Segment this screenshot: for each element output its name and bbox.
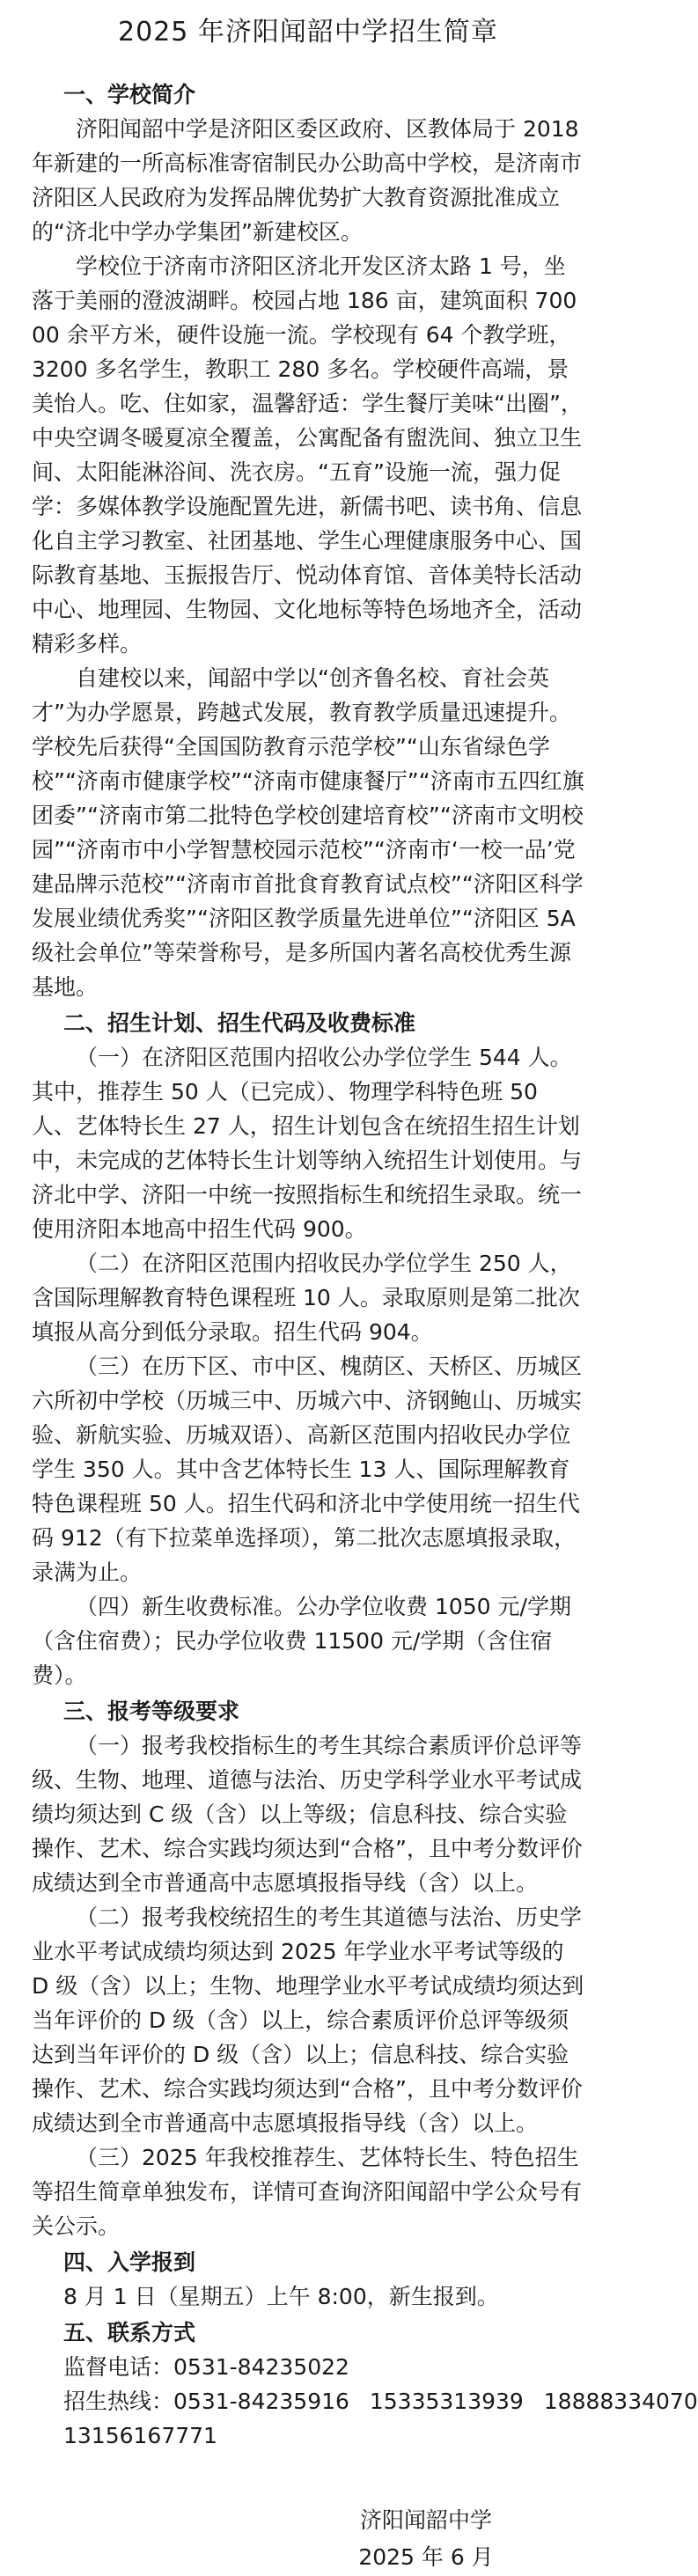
paragraph: （三）2025 年我校推荐生、艺体特长生、特色招生等招生简章单独发布，详情可查询济阳闻韶中学公众号有关公示。 (32, 2145, 583, 2239)
section-school-intro (32, 77, 584, 1004)
paragraph: （四）新生收费标准。公办学位收费 1050 元/学期（含住宿费）；民办学位收费 11500 元/学期（含住宿费）。 (32, 1594, 571, 1688)
signature-date: 2025 年 6 月 (358, 2544, 494, 2570)
paragraph: （一）报考我校指标生的考生其综合素质评价总评等级、生物、地理、道德与法治、历史学科学业水平考试成绩均须达到 C 级（含）以上等级；信息科技、综合实验操作、艺术、综合实践均须达到“合格”，且中考分数评价成绩达到全市普通高中志愿填报指导线（含）以上。 (32, 1733, 583, 1896)
hotline-phone: 0531-84235916 (173, 2389, 349, 2414)
section-heading: 三、报考等级要求 (63, 1699, 240, 1724)
paragraph: 济阳闻韶中学是济阳区委区政府、区教体局于 2018 年新建的一所高标准寄宿制民办公助高中学校，是济南市济阳区人民政府为发挥品牌优势扩大教育资源批准成立的“济北中学办学集团”新建校区。 (32, 116, 583, 245)
hotline-label: 招生热线： (63, 2389, 174, 2414)
hotline-phone: 18888334070 (543, 2389, 698, 2414)
section-enrollment-plan (32, 1006, 584, 1692)
section-contact (32, 2315, 698, 2453)
hotline-phone: 15335313939 (369, 2389, 524, 2414)
paragraph: （三）在历下区、市中区、槐荫区、天桥区、历城区六所初中学校（历城三中、历城六中、济钢鲍山、历城实验、新航实验、历城双语）、高新区范围内招收民办学位学生 350 人。其中含艺体特长生 13 人、国际理解教育特色课程班 50 人。招生代码和济北中学使用统一招生代码 912（有下拉菜单选择项），第二批次志愿填报录取，录满为止。 (32, 1354, 583, 1585)
section-heading: 五、联系方式 (63, 2320, 196, 2345)
paragraph: （一）在济阳区范围内招收公办学位学生 544 人。其中，推荐生 50 人（已完成）、物理学科特色班 50 人、艺体特长生 27 人，招生计划包含在统招生招生计划中，未完成的艺体特长生计划等纳入统招生计划使用。与济北中学、济阳一中统一按照指标生和统招生录取。统一使用济阳本地高中招生代码 900。 (32, 1045, 583, 1242)
registration-text: 8 月 1 日（星期五）上午 8:00，新生报到。 (63, 2284, 499, 2309)
hotline-phone: 13156167771 (63, 2423, 217, 2448)
paragraph: （二）在济阳区范围内招收民办学位学生 250 人，含国际理解教育特色课程班 10 人。录取原则是第二批次填报从高分到低分录取。招生代码 904。 (32, 1251, 580, 1345)
document-title: 2025 年济阳闻韶中学招生简章 (118, 17, 498, 48)
supervision-label: 监督电话： (63, 2354, 174, 2380)
hotline-line-continued (63, 2418, 584, 2453)
signature-org: 济阳闻韶中学 (359, 2507, 492, 2533)
supervision-phone-line (63, 2350, 584, 2384)
section-heading: 一、学校简介 (63, 82, 196, 107)
section-registration (32, 2245, 584, 2314)
paragraph: 学校位于济南市济阳区济北开发区济太路 1 号，坐落于美丽的澄波湖畔。校园占地 186 亩，建筑面积 70000 余平方米，硬件设施一流。学校现有 64 个教学班，3200 多名学生，教职工 280 多名。学校硬件高端，景美怡人。吃、住如家，温馨舒适：学生餐厅美味“出圈”，中央空调冬暖夏凉全覆盖，公寓配备有盥洗间、独立卫生间、太阳能淋浴间、洗衣房。“五育”设施一流，强力促学：多媒体教学设施配置先进，新儒书吧、读书角、信息化自主学习教室、社团基地、学生心理健康服务中心、国际教育基地、玉振报告厅、悦动体育馆、音体美特长活动中心、地理园、生物园、文化地标等特色场地齐全，活动精彩多样。 (32, 253, 583, 657)
section-heading: 四、入学报到 (63, 2249, 196, 2275)
paragraph: （二）报考我校统招生的考生其道德与法治、历史学业水平考试成绩均须达到 2025 年学业水平考试等级的 D 级（含）以上；生物、地理学业水平考试成绩均须达到当年评价的 D 级（含）以上，综合素质评价总评等级须达到当年评价的 D 级（含）以上；信息科技、综合实验操作、艺术、综合实践均须达到“合格”，且中考分数评价成绩达到全市普通高中志愿填报指导线（含）以上。 (32, 1904, 584, 2136)
hotline-line (63, 2384, 698, 2418)
signature-block (32, 2502, 584, 2576)
section-grade-requirements (32, 1694, 584, 2243)
section-heading: 二、招生计划、招生代码及收费标准 (63, 1010, 416, 1036)
paragraph: 自建校以来，闻韶中学以“创齐鲁名校、育社会英才”为办学愿景，跨越式发展，教育教学质量迅速提升。学校先后获得“全国国防教育示范学校”“山东省绿色学校”“济南市健康学校”“济南市健康餐厅”“济南市五四红旗团委”“济南市第二批特色学校创建培育校”“济南市文明校园”“济南市中小学智慧校园示范校”“济南市‘一校一品’党建品牌示范校”“济南市首批食育教育试点校”“济阳区科学发展业绩优秀奖”“济阳区教学质量先进单位”“济阳区 5A 级社会单位”等荣誉称号，是多所国内著名高校优秀生源基地。 (32, 665, 584, 1000)
supervision-phone: 0531-84235022 (173, 2354, 349, 2380)
